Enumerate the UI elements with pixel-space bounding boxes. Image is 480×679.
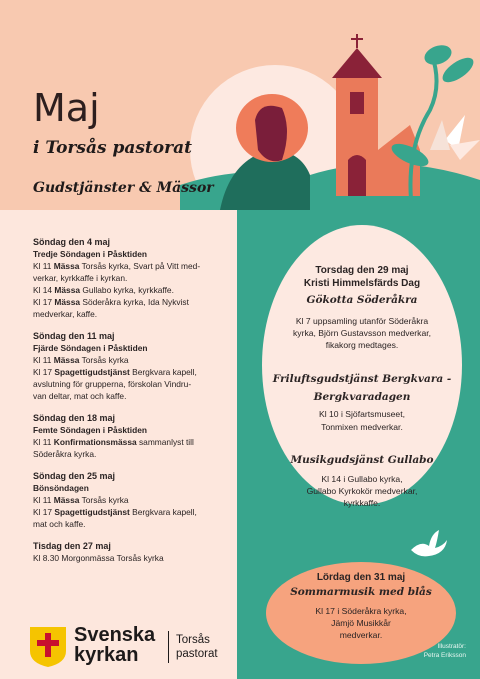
schedule-sunday-name: Tredje Söndagen i Påsktiden — [33, 249, 148, 259]
schedule-line — [33, 308, 233, 320]
schedule-date: Söndag den 4 maj — [33, 237, 111, 247]
logo-word: kyrkan — [74, 644, 139, 666]
schedule-sunday-name: Femte Söndagen i Påsktiden — [33, 425, 148, 435]
schedule-block — [33, 412, 233, 460]
schedule-text: van deltar, mat och kaffe. — [33, 391, 127, 401]
schedule-line — [33, 378, 233, 390]
event-1-line: Kl 7 uppsamling utanför Söderåkra — [295, 316, 429, 326]
illustrator-credit — [424, 642, 466, 660]
credit-label: Illustratör: — [437, 643, 466, 650]
schedule-sunday-name: Fjärde Söndagen i Påsktiden — [33, 343, 148, 353]
schedule-line — [33, 296, 233, 308]
schedule-text: Söderåkra kyrka, Ida Nykvist — [80, 297, 189, 307]
crest-icon — [30, 627, 66, 667]
schedule-date: Söndag den 11 maj — [33, 331, 115, 341]
concert-date: Lördag den 31 maj — [316, 572, 406, 583]
concert-line: Jämjö Musikkår — [331, 618, 391, 628]
schedule-line — [33, 494, 233, 506]
section-heading: Gudstjänster & Mässor — [33, 180, 214, 196]
schedule-block — [33, 330, 233, 402]
schedule-text: Kl 17 — [33, 297, 55, 307]
event-1-line: fikakorg medtages. — [325, 340, 399, 350]
event-3-line: kyrkkaffe. — [343, 498, 381, 508]
schedule-date: Söndag den 18 maj — [33, 413, 116, 423]
schedule-text: Kl 17 — [33, 367, 55, 377]
logo-word: Svenska — [74, 624, 156, 646]
schedule-line — [33, 354, 233, 366]
logo-divider — [168, 631, 169, 663]
schedule-block — [33, 470, 233, 530]
event-2-title: Friluftsgudstjänst Bergkvara - — [272, 373, 452, 385]
schedule-text: Kl 11 — [33, 437, 54, 447]
schedule-block — [33, 236, 233, 320]
service-type: Mässa — [53, 495, 80, 505]
schedule-text: Kl 17 — [33, 507, 55, 517]
schedule-text: Torsås kyrka — [79, 495, 129, 505]
schedule-line — [33, 272, 233, 284]
event-3-title: Musikgudsjänst Gullabo — [290, 454, 434, 466]
concert-line: medverkar. — [339, 630, 383, 640]
schedule-line — [33, 448, 233, 460]
schedule-text: sammanlyst till — [136, 437, 194, 447]
logo-side: pastorat — [176, 648, 218, 660]
schedule-text: Kl 14 — [33, 285, 55, 295]
service-type: Mässa — [54, 297, 81, 307]
page-title: Maj — [33, 86, 100, 130]
schedule-list — [33, 236, 233, 574]
service-type: Mässa — [53, 355, 80, 365]
schedule-line — [33, 260, 233, 272]
schedule-line — [33, 518, 233, 530]
schedule-line — [33, 390, 233, 402]
event-3-line: Kl 14 i Gullabo kyrka, — [321, 474, 403, 484]
service-type: Spagettigudstjänst — [54, 507, 130, 517]
schedule-text: verkar, kyrkkaffe i kyrkan. — [33, 273, 128, 283]
schedule-text: Kl 11 — [33, 355, 54, 365]
schedule-text: Kl 11 — [33, 495, 54, 505]
schedule-text: Söderåkra kyrka. — [33, 449, 97, 459]
schedule-line — [33, 506, 233, 518]
logo-side: Torsås — [176, 634, 210, 646]
event-holiday: Kristi Himmelsfärds Dag — [303, 278, 421, 289]
event-date: Torsdag den 29 maj — [315, 265, 409, 276]
schedule-text: avslutning för grupperna, förskolan Vindru- — [33, 379, 192, 389]
schedule-text: Bergkvara kapell, — [129, 367, 197, 377]
concert-title: Sommarmusik med blås — [290, 586, 432, 598]
service-type: Konfirmationsmässa — [53, 437, 137, 447]
service-type: Mässa — [53, 261, 80, 271]
schedule-date: Tisdag den 27 maj — [33, 541, 111, 551]
event-2-title: Bergkvaradagen — [313, 391, 411, 403]
concert-line: Kl 17 i Söderåkra kyrka, — [315, 606, 407, 616]
schedule-block — [33, 540, 233, 564]
schedule-line — [33, 436, 233, 448]
schedule-text: Gullabo kyrka, kyrkkaffe. — [80, 285, 174, 295]
event-1-title: Gökotta Söderåkra — [306, 294, 418, 306]
dove-icon — [409, 528, 449, 562]
service-type: Mässa — [54, 285, 81, 295]
event-3-line: Gullabo Kyrkokör medverkar, — [306, 486, 418, 496]
schedule-text: medverkar, kaffe. — [33, 309, 98, 319]
schedule-sunday-name: Bönsöndagen — [33, 483, 89, 493]
schedule-line — [33, 366, 233, 378]
schedule-text: Torsås kyrka, Svart på Vitt med- — [79, 261, 201, 271]
church-icon — [332, 34, 420, 196]
schedule-text: Kl 11 — [33, 261, 54, 271]
schedule-text: Kl 8.30 Morgonmässa Torsås kyrka — [33, 553, 164, 563]
page-subtitle: i Torsås pastorat — [33, 138, 192, 158]
schedule-date: Söndag den 25 maj — [33, 471, 116, 481]
credit-name: Petra Eriksson — [423, 652, 466, 659]
service-type: Spagettigudstjänst — [54, 367, 130, 377]
hero-illustration — [180, 0, 480, 210]
schedule-text: mat och kaffe. — [33, 519, 86, 529]
event-2-line: Kl 10 i Sjöfartsmuseet, — [319, 409, 405, 419]
event-1-line: kyrka, Björn Gustavsson medverkar, — [292, 328, 432, 338]
schedule-text: Torsås kyrka — [79, 355, 129, 365]
lily-flower-icon — [430, 115, 480, 160]
schedule-line — [33, 284, 233, 296]
event-2-line: Tonmixen medverkar. — [321, 422, 403, 432]
schedule-text: Bergkvara kapell, — [129, 507, 197, 517]
schedule-line — [33, 552, 233, 564]
